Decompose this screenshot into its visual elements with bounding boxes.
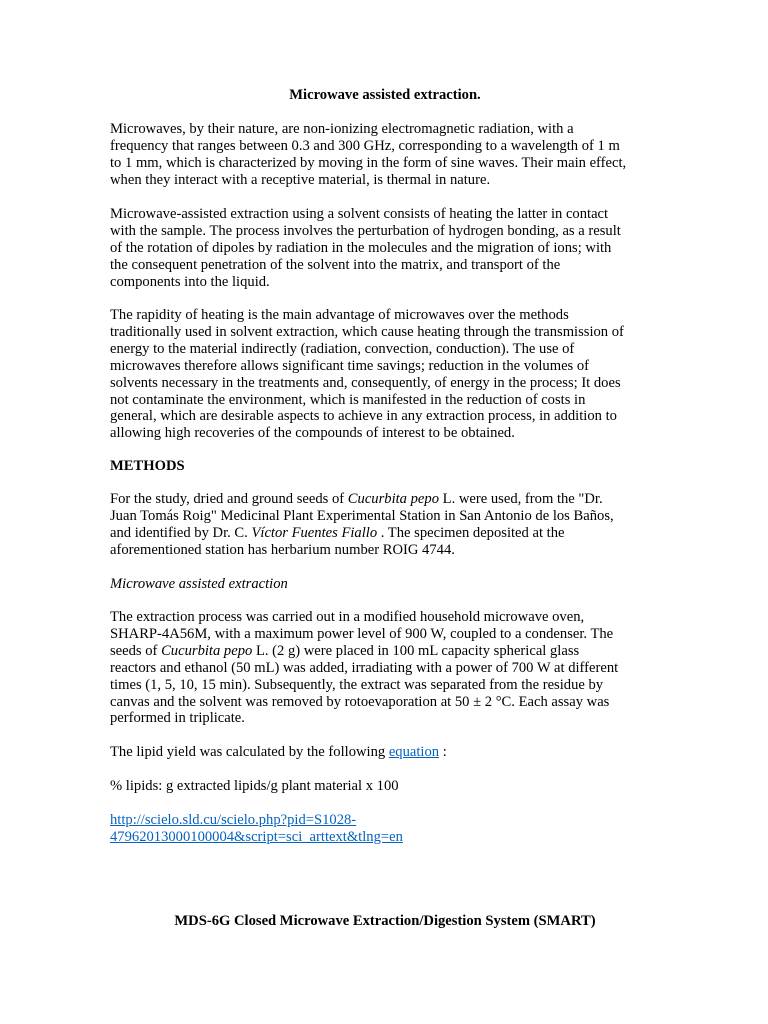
text-line: allowing high recoveries of the compounds of interest to be obtained. (110, 425, 515, 442)
text-line: aforementioned station has herbarium number ROIG 4744. (110, 541, 455, 558)
text-line: Juan Tomás Roig" Medicinal Plant Experimental Station in San Antonio de los Baños, (110, 507, 614, 524)
text-line: The extraction process was carried out in a modified household microwave oven, (110, 609, 585, 625)
text-line: traditionally used in solvent extraction, which cause heating through the transmission of (110, 323, 624, 340)
paragraph-process (110, 609, 660, 727)
text-line: the consequent penetration of the solvent into the matrix, and transport of the (110, 256, 561, 273)
text-line: with the sample. The process involves the perturbation of hydrogen bonding, as a result (110, 222, 621, 239)
text-line: when they interact with a receptive material, is thermal in nature. (110, 171, 491, 188)
text-line: solvents necessary in the treatments and, consequently, of energy in the process; It does (110, 374, 621, 391)
paragraph-study (110, 491, 660, 559)
subheading: Microwave assisted extraction (110, 576, 288, 592)
paragraph-yield: The lipid yield was calculated by the following equation : (110, 744, 447, 760)
text-line: Microwave-assisted extraction using a solvent consists of heating the latter in contact (110, 206, 609, 222)
equation-link[interactable]: equation (388, 744, 440, 760)
methods-heading: METHODS (110, 458, 185, 474)
text-line: energy to the material indirectly (radiation, convection, conduction). The use of (110, 340, 575, 357)
paragraph-mae (110, 206, 660, 291)
text-line: performed in triplicate. (110, 710, 245, 727)
formula: % lipids: g extracted lipids/g plant material x 100 (110, 778, 399, 794)
text-line: Microwaves, by their nature, are non-ionizing electromagnetic radiation, with a (110, 121, 574, 137)
text-line: For the study, dried and ground seeds of Cucurbita pepo L. were used, from the "Dr. (110, 491, 603, 507)
paragraph-intro (110, 121, 660, 189)
text-line: seeds of Cucurbita pepo L. (2 g) were placed in 100 mL capacity spherical glass (110, 642, 580, 659)
text-line: of the rotation of dipoles by radiation in the molecules and the migration of ions; with (110, 239, 612, 256)
text-line: not contaminate the environment, which is manifested in the reduction of costs in (110, 391, 586, 408)
text-line: general, which are desirable aspects to achieve in any extraction process, in addition to (110, 408, 617, 425)
text-line: frequency that ranges between 0.3 and 300 GHz, corresponding to a wavelength of 1 m (110, 137, 620, 154)
text-line: to 1 mm, which is characterized by moving in the form of sine waves. Their main effect, (110, 154, 627, 171)
text-line: The rapidity of heating is the main advantage of microwaves over the methods (110, 307, 569, 323)
text-line: components into the liquid. (110, 273, 270, 290)
document-title: Microwave assisted extraction. (289, 87, 481, 103)
text-line: canvas and the solvent was removed by rotoevaporation at 50 ± 2 °C. Each assay was (110, 693, 610, 710)
text-line: microwaves therefore allows significant time savings; reduction in the volumes of (110, 357, 590, 374)
text-line: and identified by Dr. C. Víctor Fuentes Fiallo . The specimen deposited at the (110, 524, 565, 541)
url-line[interactable]: 47962013000100004&script=sci_arttext&tlng=en (110, 828, 403, 845)
text-line: SHARP-4A56M, with a maximum power level of 900 W, coupled to a condenser. The (110, 625, 614, 642)
url-line[interactable]: http://scielo.sld.cu/scielo.php?pid=S1028- (110, 812, 357, 828)
species-name: Cucurbita pepo (347, 491, 440, 507)
person-name: Víctor Fuentes Fiallo (251, 524, 378, 541)
text-line: times (1, 5, 10, 15 min). Subsequently, the extract was separated from the residue by (110, 676, 604, 693)
text-line: reactors and ethanol (50 mL) was added, irradiating with a power of 700 W at different (110, 659, 619, 676)
source-link[interactable] (110, 812, 660, 846)
paragraph-advantages (110, 307, 660, 442)
species-name: Cucurbita pepo (161, 642, 253, 659)
footer-title: MDS-6G Closed Microwave Extraction/Digestion System (SMART) (174, 913, 596, 929)
